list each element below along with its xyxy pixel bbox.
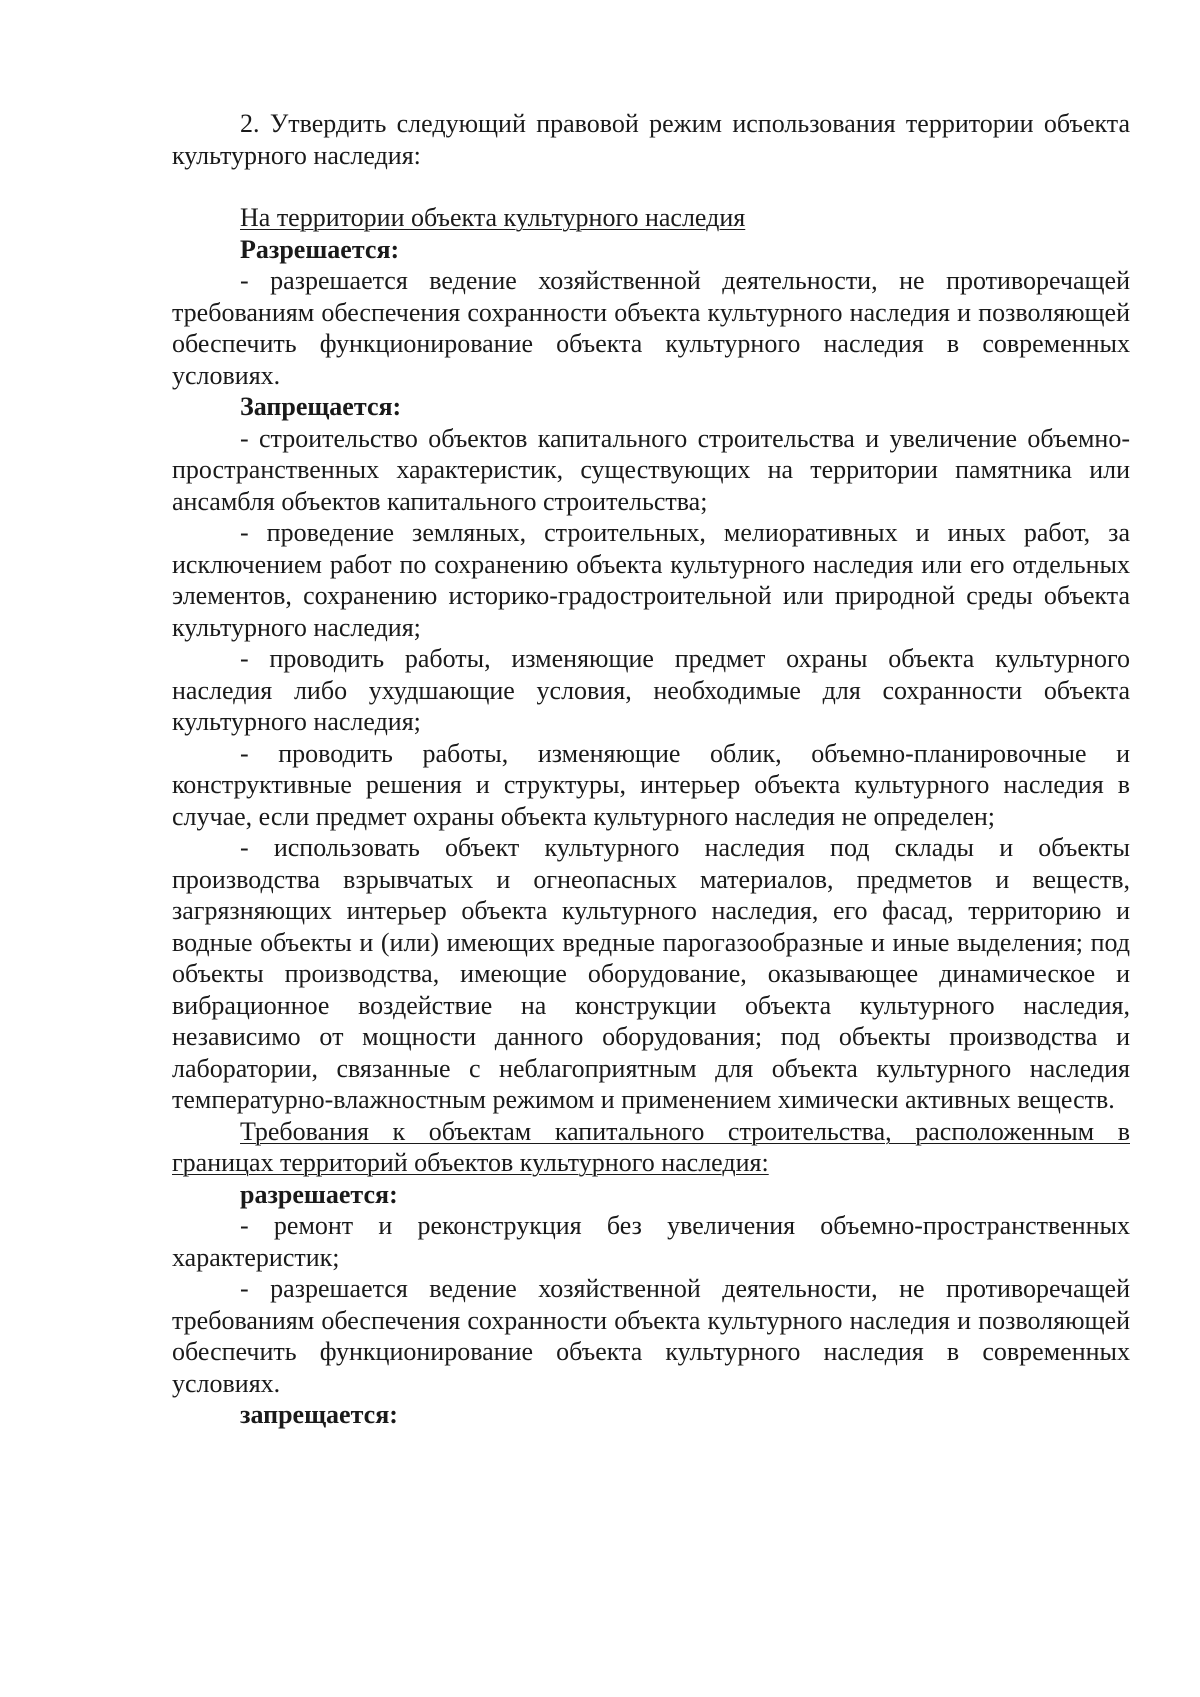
paragraph-gap <box>172 171 1130 202</box>
buildings-allowed-label: разрешается: <box>240 1179 398 1209</box>
prohibited-item: - использовать объект культурного наследия под склады и объекты производства взрывчатых и огнеопасных материалов, предметов и веществ, загрязняющих интерьер объекта культурного наследия, его фасад, территорию и водные объекты и (или) имеющих вредные парогазообразные и иные выделения; под объекты производства, имеющие оборудование, оказывающее динамическое и вибрационное воздействие на конструкции объекта культурного наследия, независимо от мощности данного оборудования; под объекты производства и лаборатории, связанные с неблагоприятным для объекта культурного наследия температурно-влажностным режимом и применением химически активных веществ. <box>172 833 1130 1114</box>
buildings-prohibited-label: запрещается: <box>240 1400 398 1429</box>
prohibited-label: Запрещается: <box>240 392 402 421</box>
document-page <box>172 108 1130 1431</box>
prohibited-item: - строительство объектов капитального строительства и увеличение объемно-пространственных характеристик, существующих на территории памятника или ансамбля объектов капитального строительства; <box>172 423 1130 516</box>
section-heading-buildings <box>172 1116 1130 1179</box>
prohibited-item: - проводить работы, изменяющие предмет охраны объекта культурного наследия либо ухудшающие условия, необходимые для сохранности объекта культурного наследия; <box>172 644 1130 736</box>
section-heading-buildings-text: Требования к объектам капитального строительства, расположенным в границах территорий объектов культурного наследия: <box>172 1116 1130 1177</box>
buildings-allowed-item: - ремонт и реконструкция без увеличения объемно-пространственных характеристик; <box>172 1211 1130 1272</box>
prohibited-item: - проведение земляных, строительных, мелиоративных и иных работ, за исключением работ по сохранению объекта культурного наследия или его отдельных элементов, сохранению историко-градостроительной или природной среды объекта культурного наследия; <box>172 518 1130 642</box>
allowed-label: Разрешается: <box>240 234 400 264</box>
intro-paragraph: 2. Утвердить следующий правовой режим использования территории объекта культурного наследия: <box>172 109 1130 170</box>
buildings-allowed-item: - разрешается ведение хозяйственной деятельности, не противоречащей требованиям обеспечения сохранности объекта культурного наследия и позволяющей обеспечить функционирование объекта культурного наследия в современных условиях. <box>172 1274 1130 1398</box>
section-heading-territory-text: На территории объекта культурного наследия <box>240 203 746 232</box>
prohibited-item: - проводить работы, изменяющие облик, объемно-планировочные и конструктивные решения и структуры, интерьер объекта культурного наследия в случае, если предмет охраны объекта культурного наследия не определен; <box>172 738 1130 831</box>
allowed-item: - разрешается ведение хозяйственной деятельности, не противоречащей требованиям обеспечения сохранности объекта культурного наследия и позволяющей обеспечить функционирование объекта культурного наследия в современных условиях. <box>172 266 1130 390</box>
section-heading-territory <box>172 202 1130 234</box>
